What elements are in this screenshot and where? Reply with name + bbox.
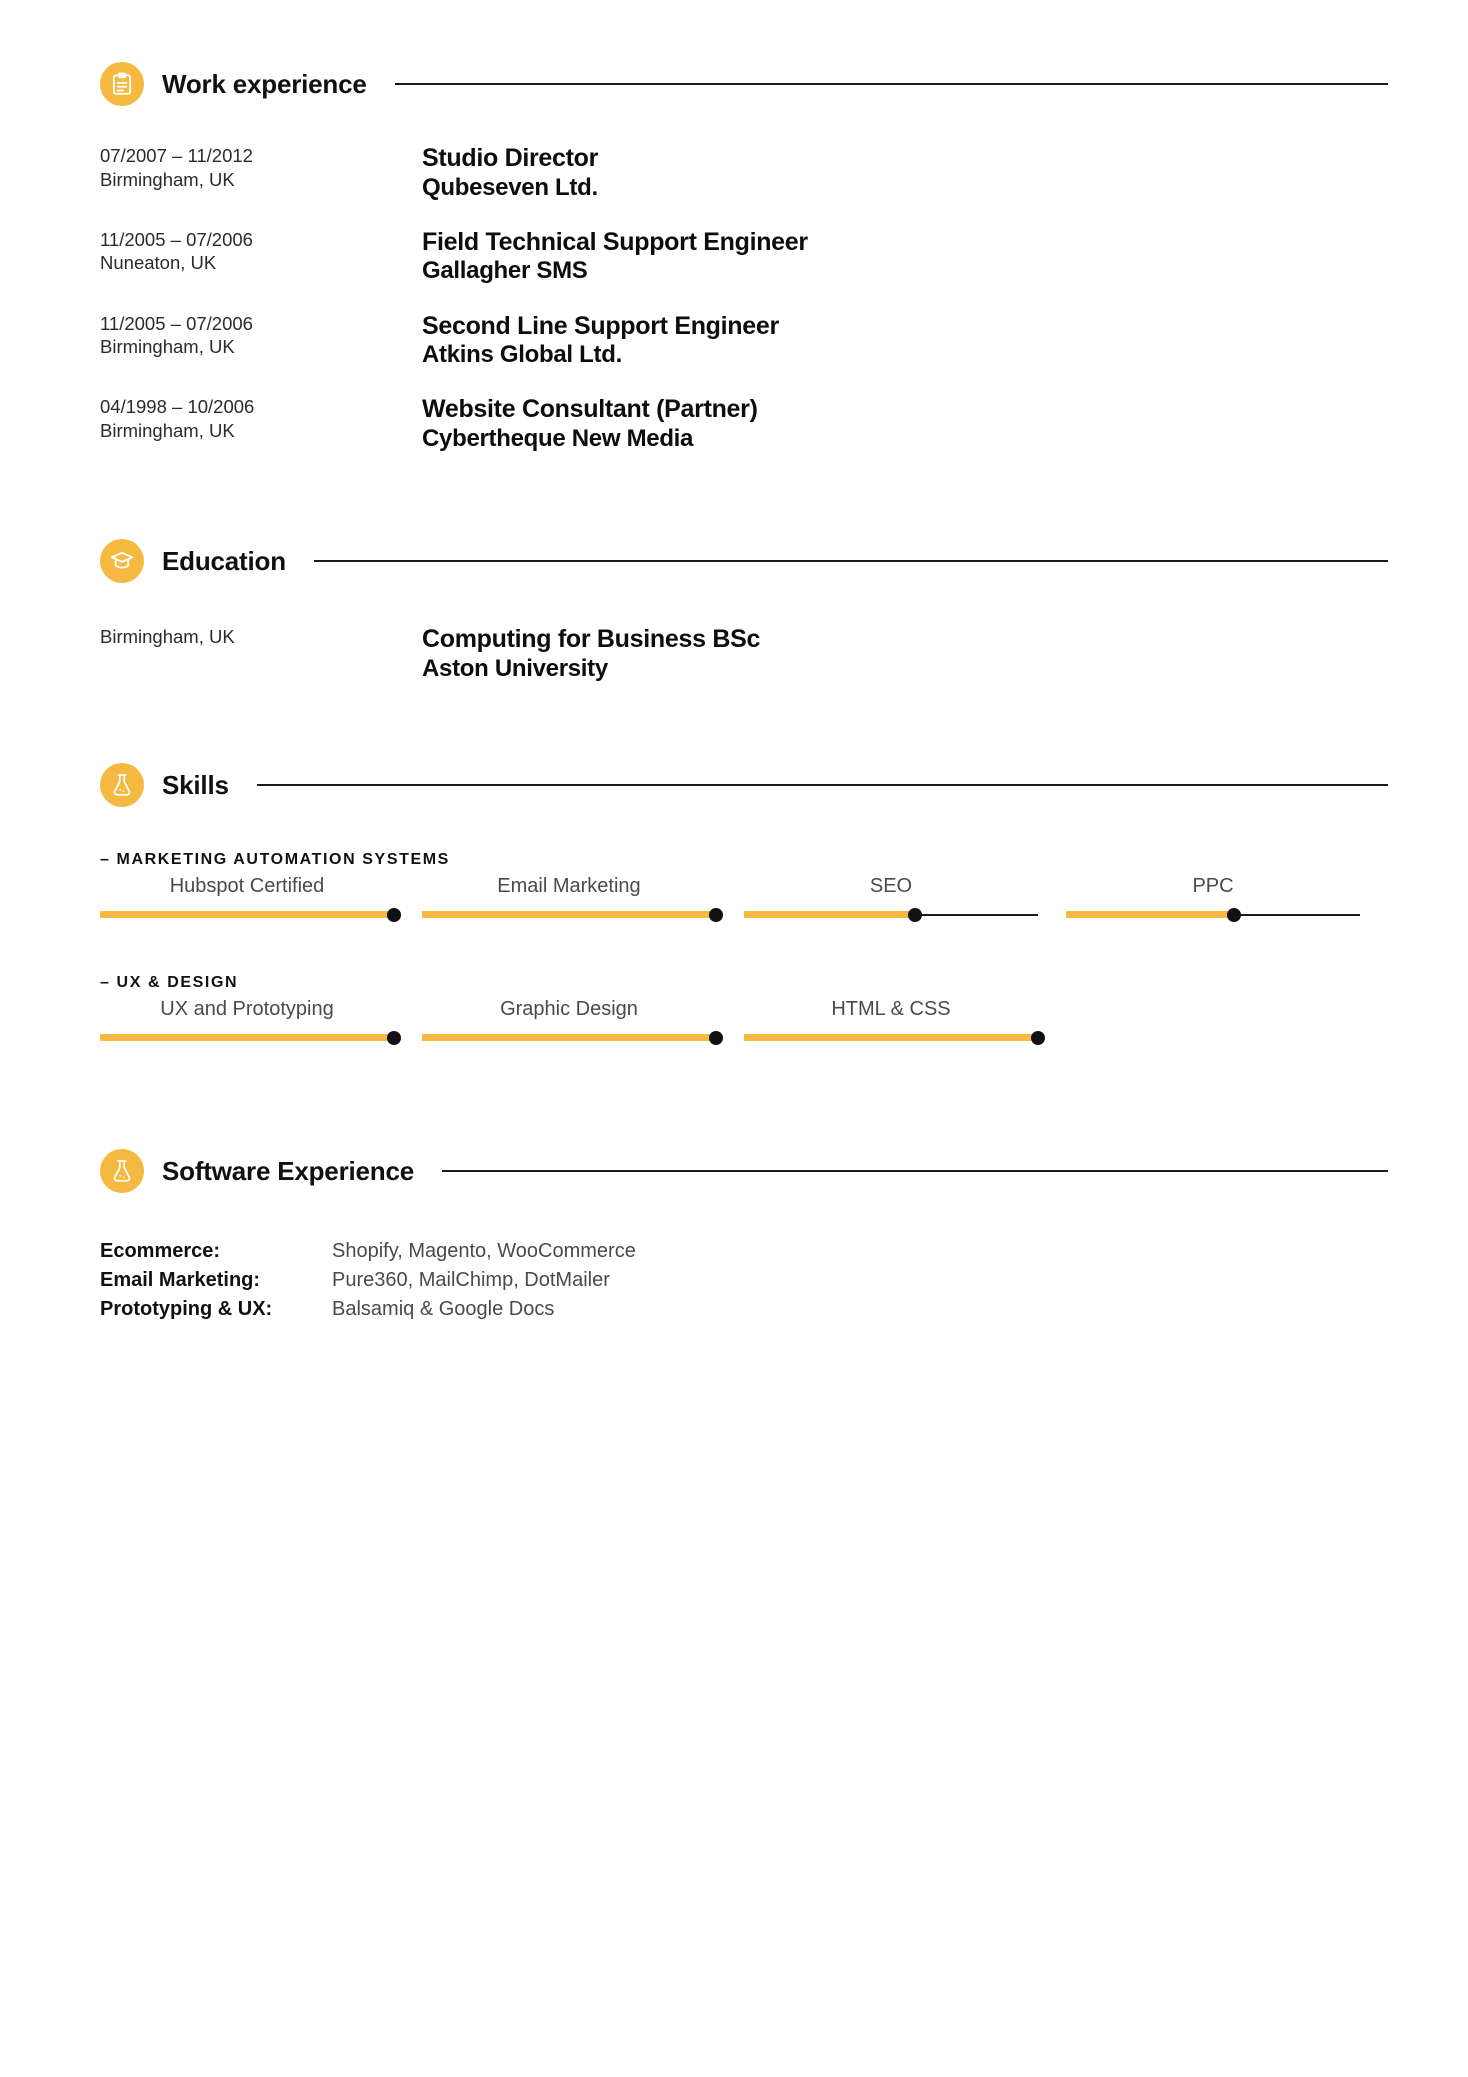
skill-group-label: – MARKETING AUTOMATION SYSTEMS [100, 851, 450, 869]
skill-fill [100, 1034, 394, 1041]
work-entry-location: Nuneaton, UK [100, 252, 217, 274]
work-entry-date: 11/2005 – 07/2006 [100, 312, 253, 334]
graduation-cap-icon [100, 539, 144, 583]
work-entry-meta [100, 312, 422, 370]
work-entry-organisation: Gallagher SMS [422, 257, 588, 285]
skill-bar [100, 908, 394, 922]
skill-bar [100, 1031, 394, 1045]
skill-item [1066, 875, 1388, 922]
skill-knob [709, 908, 723, 922]
skill-fill [422, 1034, 716, 1041]
work-entry-location: Birmingham, UK [100, 336, 235, 358]
work-entry-date: 07/2007 – 11/2012 [100, 145, 253, 166]
skill-name: Email Marketing [497, 875, 641, 898]
skill-knob [908, 908, 922, 922]
skill-knob [1227, 908, 1241, 922]
education-entry-location: Birmingham, UK [100, 626, 235, 648]
software-row [100, 1295, 1468, 1324]
clipboard-icon [100, 62, 144, 106]
skill-fill [744, 1034, 1038, 1041]
skill-bar [1066, 908, 1360, 922]
section-title-skills: Skills [162, 769, 229, 800]
software-row [100, 1266, 1468, 1295]
work-entry-location: Birmingham, UK [100, 168, 235, 190]
skill-name: HTML & CSS [831, 998, 951, 1021]
software-list: Pure360, MailChimp, DotMailer [332, 1269, 610, 1292]
section-header-education [100, 539, 1388, 583]
work-entry-role: Second Line Support Engineer [422, 311, 779, 340]
section-header-skills [100, 763, 1388, 807]
work-entry-body [422, 144, 1388, 202]
skill-item [744, 875, 1066, 922]
skill-name: UX and Prototyping [160, 998, 334, 1021]
skill-fill [744, 911, 915, 918]
work-entry-role: Studio Director [422, 144, 599, 172]
skill-group-label: – UX & DESIGN [100, 974, 239, 992]
skill-bar [422, 908, 716, 922]
software-category: Email Marketing: [100, 1269, 261, 1292]
work-entry-meta [100, 395, 422, 453]
work-entry-role: Field Technical Support Engineer [422, 227, 808, 256]
skill-knob [709, 1031, 723, 1045]
section-header-work [100, 62, 1388, 106]
skill-name: SEO [869, 875, 913, 898]
work-entry-meta [100, 144, 422, 202]
section-header-software [100, 1149, 1388, 1193]
software-category: Ecommerce: [100, 1240, 221, 1263]
skill-knob [1031, 1031, 1045, 1045]
section-title-work: Work experience [162, 68, 367, 99]
software-list: Balsamiq & Google Docs [332, 1298, 555, 1321]
section-title-education: Education [162, 545, 286, 576]
skill-item [422, 875, 744, 922]
section-rule-education [314, 560, 1388, 562]
work-entry-date: 11/2005 – 07/2006 [100, 228, 253, 250]
software-category: Prototyping & UX: [100, 1298, 273, 1321]
skill-item-empty [1066, 998, 1388, 1045]
skill-fill [1066, 911, 1234, 918]
skill-name: Graphic Design [500, 998, 638, 1021]
work-entry-role: Website Consultant (Partner) [422, 395, 758, 424]
education-entry [100, 625, 1388, 683]
skill-row [100, 998, 1388, 1045]
education-entry-institution: Aston University [422, 654, 608, 682]
education-entry-meta [100, 625, 422, 683]
work-entry [100, 395, 1388, 453]
work-entry-organisation: Atkins Global Ltd. [422, 341, 622, 369]
skill-item [422, 998, 744, 1045]
skill-knob [387, 1031, 401, 1045]
skill-fill [100, 911, 394, 918]
skill-bar [422, 1031, 716, 1045]
skill-name: Hubspot Certified [169, 875, 325, 898]
flask-icon [100, 763, 144, 807]
flask-icon [100, 1149, 144, 1193]
education-entry-body [422, 625, 1388, 683]
section-rule-software [442, 1170, 1388, 1172]
work-entry-location: Birmingham, UK [100, 420, 235, 442]
education-entry-degree: Computing for Business BSc [422, 625, 761, 654]
software-row [100, 1237, 1468, 1266]
skill-bar [744, 908, 1038, 922]
software-list: Shopify, Magento, WooCommerce [332, 1240, 636, 1263]
skill-item [744, 998, 1066, 1045]
skill-item [100, 875, 422, 922]
work-entry-organisation: Cybertheque New Media [422, 424, 694, 452]
work-entry-meta [100, 228, 422, 286]
work-entry [100, 228, 1388, 286]
work-entry-body [422, 395, 1388, 453]
section-rule-skills [257, 784, 1388, 786]
work-entry [100, 312, 1388, 370]
skill-fill [422, 911, 716, 918]
work-entry-body [422, 228, 1388, 286]
work-entry [100, 144, 1388, 202]
section-title-software: Software Experience [162, 1155, 414, 1186]
section-rule-work [395, 83, 1388, 85]
skill-item [100, 998, 422, 1045]
skill-row [100, 875, 1388, 922]
skill-knob [387, 908, 401, 922]
work-entry-date: 04/1998 – 10/2006 [100, 396, 255, 418]
work-entry-organisation: Qubeseven Ltd. [422, 173, 598, 201]
work-entry-body [422, 312, 1388, 370]
skill-name: PPC [1192, 875, 1234, 898]
skill-bar [744, 1031, 1038, 1045]
